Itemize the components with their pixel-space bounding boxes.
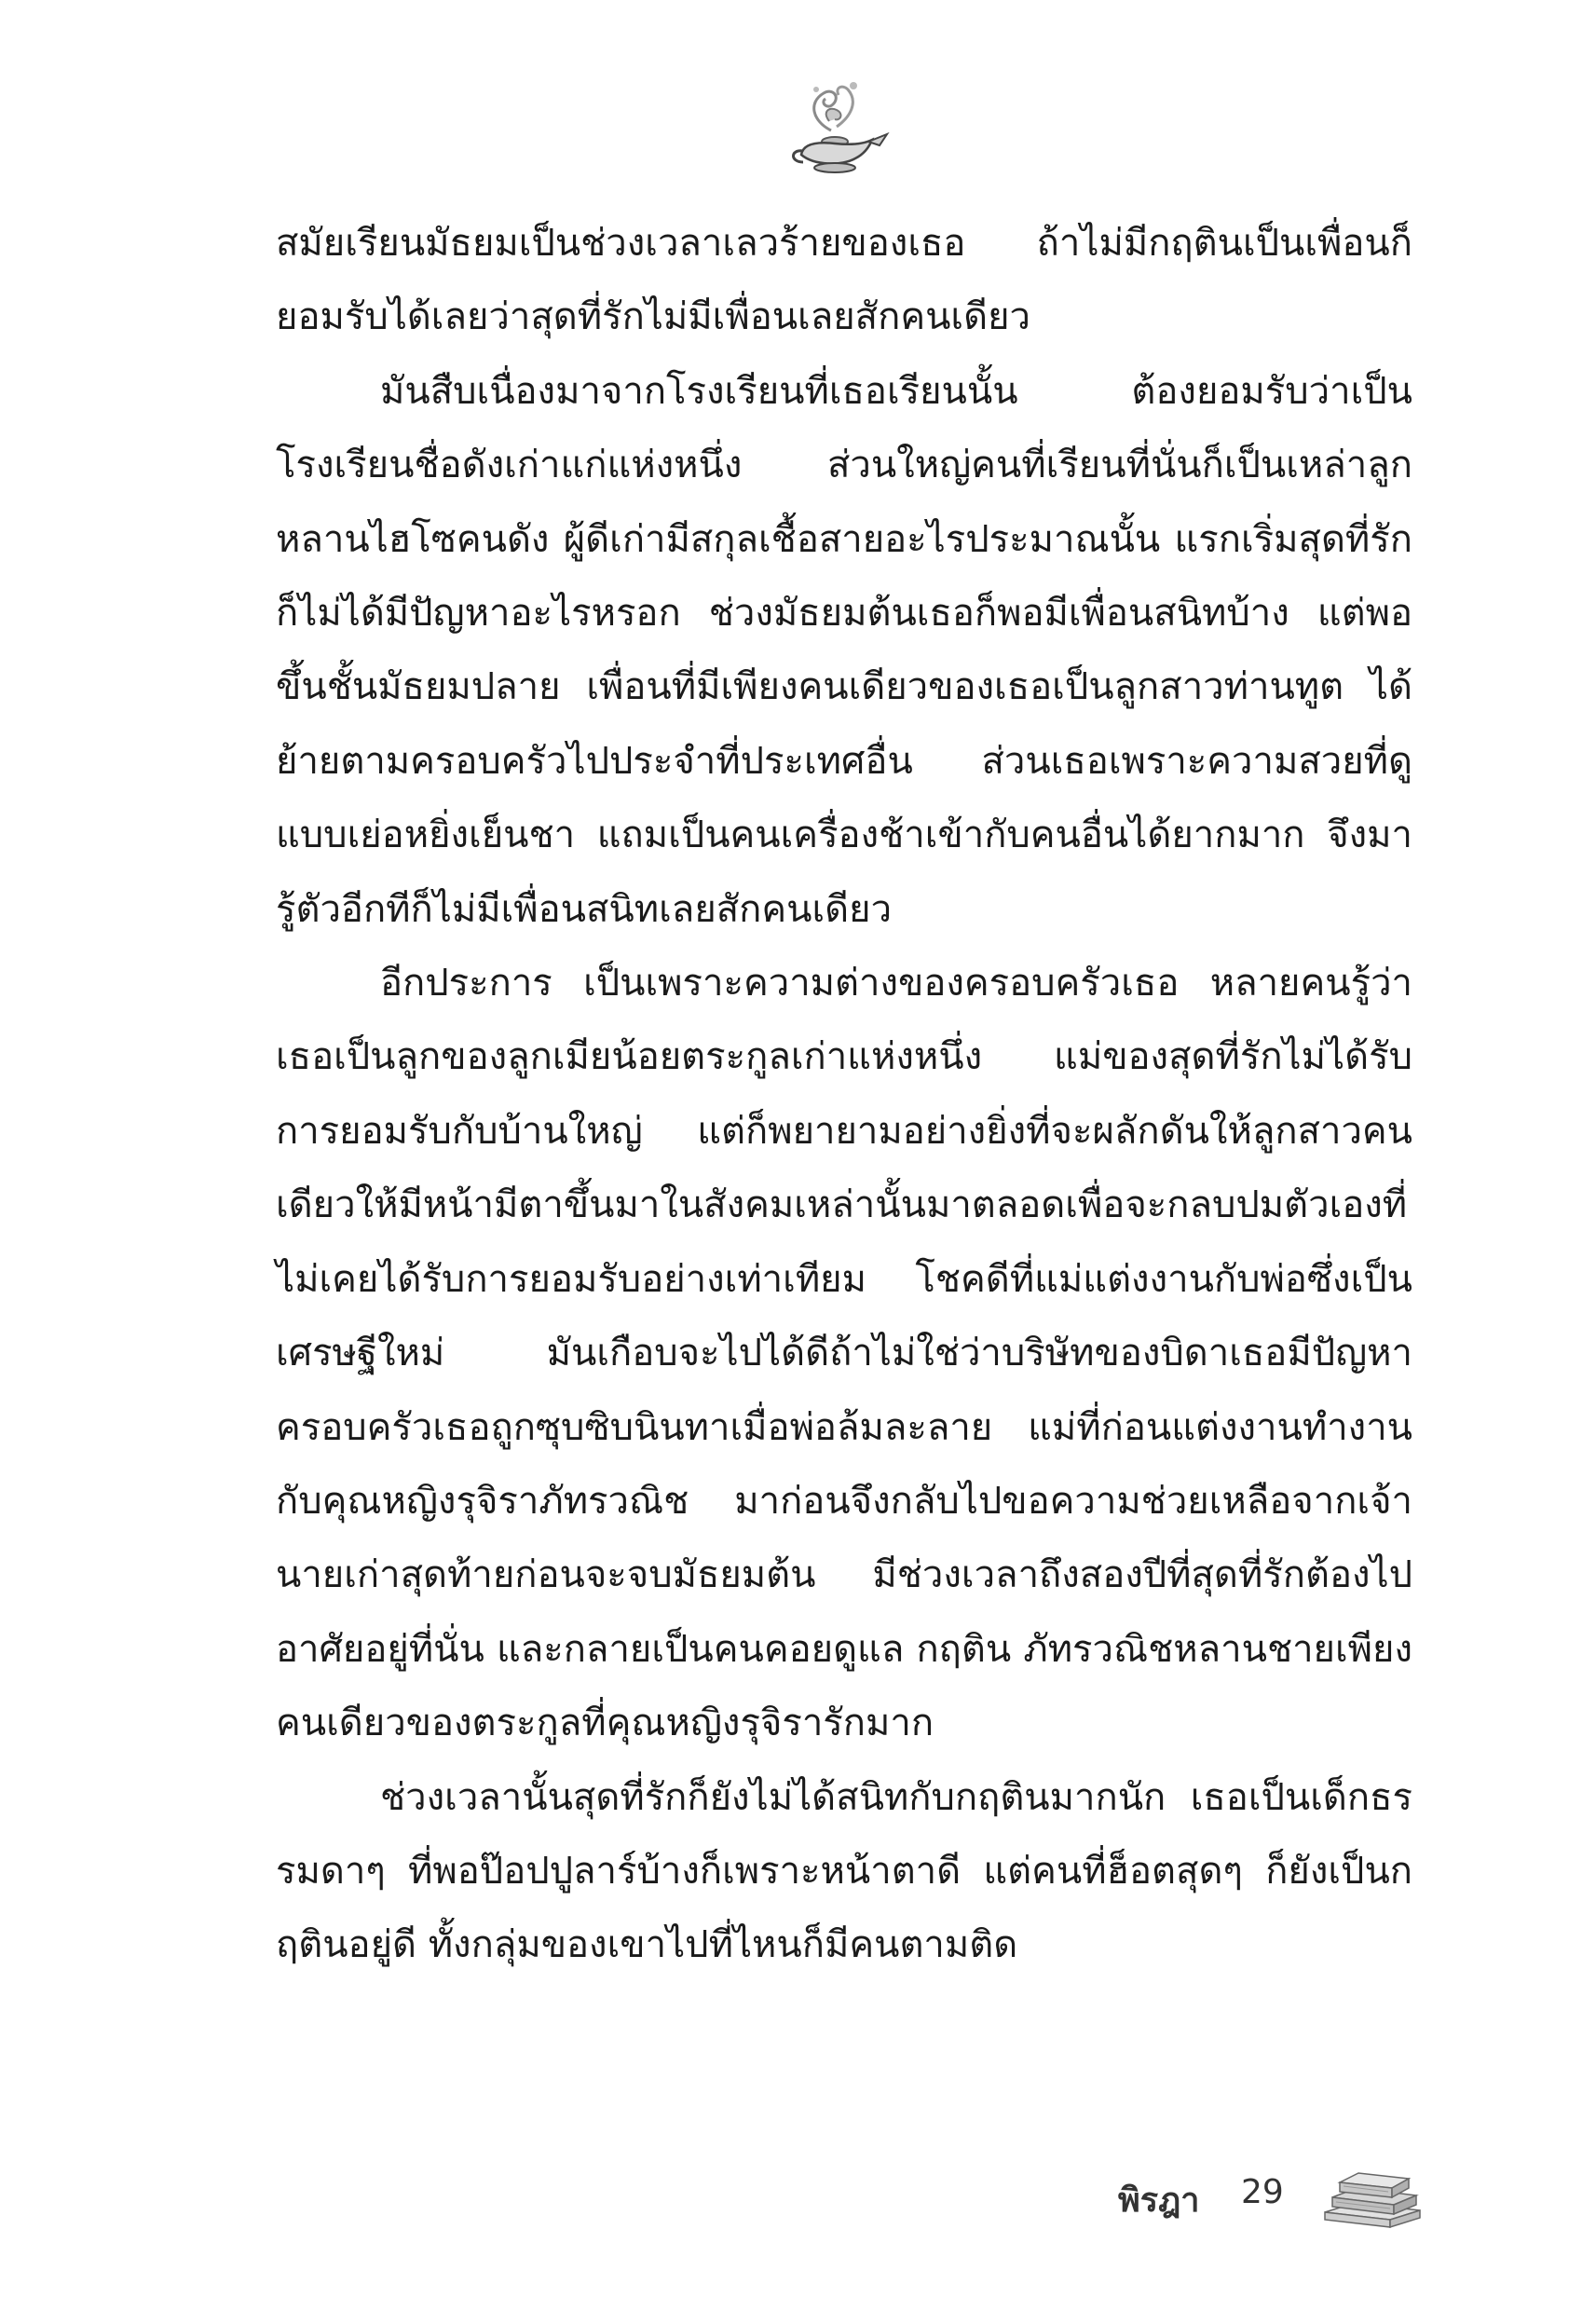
paragraph: มันสืบเนื่องมาจากโรงเรียนที่เธอเรียนนั้น ต้องยอมรับว่าเป็นโรงเรียนชื่อดังเก่าแก่แห่งหนึ่ง ส่วนใหญ่คนที่เรียนที่นั่นก็เป็นเหล่าลูกหลานไฮโซคนดัง ผู้ดีเก่ามีสกุลเชื้อสายอะไรประมาณนั้น แรกเริ่มสุดที่รักก็ไม่ได้มีปัญหาอะไรหรอก ช่วงมัธยมต้นเธอก็พอมีเพื่อนสนิทบ้าง แต่พอขึ้นชั้นมัธยมปลาย เพื่อนที่มีเพียงคนเดียวของเธอเป็นลูกสาวท่านทูต ได้ย้ายตามครอบครัวไปประจำที่ประเทศอื่น ส่วนเธอเพราะความสวยที่ดูแบบเย่อหยิ่งเย็นชา แถมเป็นคนเครื่องช้าเข้ากับคนอื่นได้ยากมาก จึงมารู้ตัวอีกทีก็ไม่มีเพื่อนสนิทเลยสักคนเดียว — [276, 369, 1412, 931]
magic-lamp-icon — [775, 65, 896, 186]
page-footer — [1118, 2153, 1453, 2236]
paragraph: สมัยเรียนมัธยมเป็นช่วงเวลาเลวร้ายของเธอ ถ้าไม่มีกฤตินเป็นเพื่อนก็ยอมรับได้เลยว่าสุดที่รักไม่มีเพื่อนเลยสักคนเดียว — [276, 222, 1412, 339]
body-text — [276, 207, 1412, 1983]
page-number: 29 — [1241, 2173, 1284, 2211]
paragraph: ช่วงเวลานั้นสุดที่รักก็ยังไม่ได้สนิทกับกฤตินมากนัก เธอเป็นเด็กธรรมดาๆ ที่พอป๊อปปูลาร์บ้างก็เพราะหน้าตาดี แต่คนที่ฮ็อตสุดๆ ก็ยังเป็นกฤตินอยู่ดี ทั้งกลุ่มของเขาไปที่ไหนก็มีคนตามติด — [276, 1775, 1412, 1967]
stacked-books-icon — [1316, 2158, 1427, 2233]
paragraph: อีกประการ เป็นเพราะความต่างของครอบครัวเธอ หลายคนรู้ว่าเธอเป็นลูกของลูกเมียน้อยตระกูลเก่าแห่งหนึ่ง แม่ของสุดที่รักไม่ได้รับการยอมรับกับบ้านใหญ่ แต่ก็พยายามอย่างยิ่งที่จะผลักดันให้ลูกสาวคนเดียวให้มีหน้ามีตาขึ้นมาในสังคมเหล่านั้นมาตลอดเพื่อจะกลบปมตัวเองที่ไม่เคยได้รับการยอมรับอย่างเท่าเทียม โชคดีที่แม่แต่งงานกับพ่อซึ่งเป็นเศรษฐีใหม่ มันเกือบจะไปได้ดีถ้าไม่ใช่ว่าบริษัทของบิดาเธอมีปัญหา ครอบครัวเธอถูกซุบซิบนินทาเมื่อพ่อล้มละลาย แม่ที่ก่อนแต่งงานทำงานกับคุณหญิงรุจิราภัทรวณิช มาก่อนจึงกลับไปขอความช่วยเหลือจากเจ้านายเก่าสุดท้ายก่อนจะจบมัธยมต้น มีช่วงเวลาถึงสองปีที่สุดที่รักต้องไปอาศัยอยู่ที่นั่น และกลายเป็นคนคอยดูแล กฤติน ภัทรวณิชหลานชายเพียงคนเดียวของตระกูลที่คุณหญิงรุจิรารักมาก — [276, 962, 1412, 1745]
book-title: พิรฎา — [1118, 2181, 1200, 2220]
